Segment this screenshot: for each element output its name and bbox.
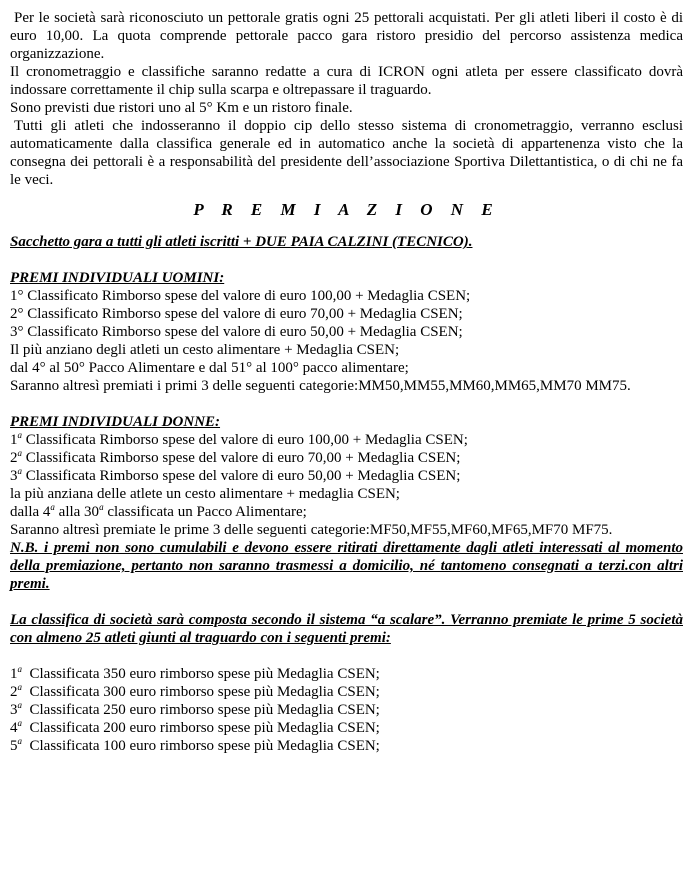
spacer	[10, 251, 683, 269]
women-prize-line: la più anziana delle atlete un cesto alimentare + medaglia CSEN;	[10, 486, 400, 502]
men-prize-line: 3° Classificato Rimborso spese del valore di euro 50,00 + Medaglia CSEN;	[10, 324, 463, 340]
nb-note: N.B. i premi non sono cumulabili e devono essere ritirati direttamente dagli atleti interessati al momento della premiazione, pertanto non saranno trasmessi a domicilio, né tantomeno consegnati a terzi.con altri premi.	[10, 540, 683, 592]
document-page	[10, 9, 683, 755]
men-prize-line: 2° Classificato Rimborso spese del valore di euro 70,00 + Medaglia CSEN;	[10, 306, 463, 322]
intro-paragraph-2: Il cronometraggio e classifiche saranno redatte a cura di ICRON ogni atleta per essere classificato dovrà indossare correttamente il chip sulla scarpa e oltrepassare il traguardo.	[10, 64, 683, 98]
team-prize-line: 4$^a$ Classificata 200 euro rimborso spese più Medaglia CSEN;	[10, 718, 380, 736]
women-prizes-heading: PREMI INDIVIDUALI DONNE:	[10, 414, 221, 430]
intro-paragraph-3: Sono previsti due ristori uno al 5° Km e un ristoro finale.	[10, 100, 353, 116]
intro-paragraph-1: Per le società sarà riconosciuto un pettorale gratis ogni 25 pettorali acquistati. Per gli atleti liberi il costo è di euro 10,00. La quota comprende pettorale pacco gara ristoro presidio del percorso assistenza medica organizzazione.	[10, 10, 683, 62]
women-prize-line: 3$^a$ Classificata Rimborso spese del valore di euro 50,00 + Medaglia CSEN;	[10, 466, 461, 484]
women-prize-line: 1$^a$ Classificata Rimborso spese del valore di euro 100,00 + Medaglia CSEN;	[10, 430, 468, 448]
intro-paragraph-4: Tutti gli atleti che indosseranno il doppio cip dello stesso sistema di cronometraggio, verranno esclusi automaticamente dalla classifica generale ed in automatico anche la società di appartenenza visto che la consegna dei pettorali è a responsabilità del presidente dell’associazione Sportiva Dilettantistica, o di chi ne fa le veci.	[10, 118, 683, 188]
section-title: P R E M I A Z I O N E	[193, 200, 500, 219]
men-prize-line: 1° Classificato Rimborso spese del valore di euro 100,00 + Medaglia CSEN;	[10, 288, 471, 304]
women-prize-line: dalla 4$^a$ alla 30$^a$ classificata un Pacco Alimentare;	[10, 502, 307, 520]
sacchetto-note: Sacchetto gara a tutti gli atleti iscritti + DUE PAIA CALZINI (TECNICO).	[10, 234, 473, 250]
men-categories-line: Saranno altresì premiati i primi 3 delle seguenti categorie:MM50,MM55,MM60,MM65,MM70 MM75.	[10, 378, 631, 394]
team-prize-line: 2$^a$ Classificata 300 euro rimborso spese più Medaglia CSEN;	[10, 682, 380, 700]
team-prize-line: 1$^a$ Classificata 350 euro rimborso spese più Medaglia CSEN;	[10, 664, 380, 682]
men-prize-line: Il più anziano degli atleti un cesto alimentare + Medaglia CSEN;	[10, 342, 400, 358]
team-prize-line: 5$^a$ Classificata 100 euro rimborso spese più Medaglia CSEN;	[10, 736, 380, 754]
spacer	[10, 395, 683, 413]
team-prize-line: 3$^a$ Classificata 250 euro rimborso spese più Medaglia CSEN;	[10, 700, 380, 718]
women-categories-line: Saranno altresì premiate le prime 3 delle seguenti categorie:MF50,MF55,MF60,MF65,MF70 MF75.	[10, 522, 613, 538]
spacer	[10, 593, 683, 611]
men-prize-line: dal 4° al 50° Pacco Alimentare e dal 51° al 100° pacco alimentare;	[10, 360, 409, 376]
men-prizes-heading: PREMI INDIVIDUALI UOMINI:	[10, 270, 225, 286]
spacer	[10, 647, 683, 665]
team-ranking-heading: La classifica di società sarà composta secondo il sistema “a scalare”. Verranno premiate le prime 5 società con almeno 25 atleti giunti al traguardo con i seguenti premi:	[10, 612, 683, 646]
women-prize-line: 2$^a$ Classificata Rimborso spese del valore di euro 70,00 + Medaglia CSEN;	[10, 448, 461, 466]
